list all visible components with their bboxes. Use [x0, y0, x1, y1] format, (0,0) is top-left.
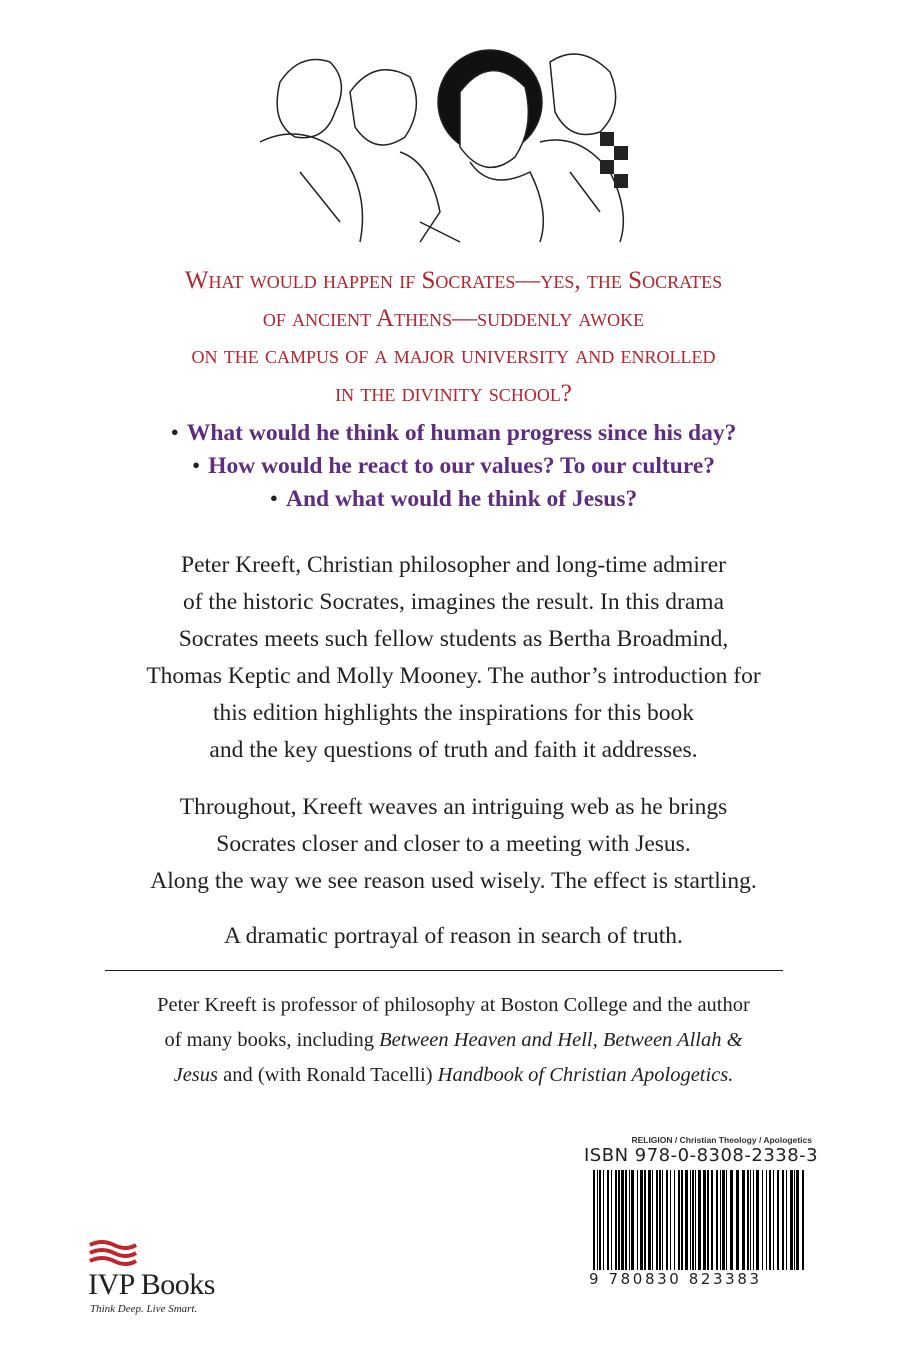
text-line: Along the way we see reason used wisely. The effect is startling.	[150, 868, 757, 894]
question-item	[0, 417, 907, 450]
barcode-bar	[747, 1170, 749, 1270]
text-line: and the key questions of truth and faith it addresses.	[209, 737, 698, 763]
text-line: Socrates meets such fellow students as Bertha Broadmind,	[178, 626, 729, 652]
barcode-bar	[615, 1170, 617, 1270]
barcode-bar	[599, 1170, 601, 1270]
book-title: Jesus	[173, 1064, 218, 1086]
barcode-bar	[716, 1170, 718, 1270]
text-line: of the historic Socrates, imagines the result. In this drama	[182, 589, 725, 615]
bullet: •	[170, 420, 179, 446]
barcode-bar	[597, 1170, 598, 1270]
barcode-bar	[656, 1170, 658, 1270]
question-list	[0, 417, 907, 516]
divider	[105, 970, 783, 971]
barcode-bar	[695, 1170, 696, 1270]
bullet: •	[191, 453, 201, 479]
category-label: RELIGION / Christian Theology / Apologetics	[631, 1135, 812, 1145]
barcode-icon	[585, 1170, 810, 1280]
barcode-bar	[720, 1170, 721, 1270]
teaser-line: What would happen if Socrates—yes, the Socrates	[184, 267, 723, 294]
barcode-bar	[666, 1170, 668, 1270]
text-line: Throughout, Kreeft weaves an intriguing web as he brings	[179, 794, 728, 820]
barcode-bar	[685, 1170, 688, 1270]
barcode-bar	[670, 1170, 671, 1270]
isbn-label: ISBN 978-0-8308-2338-3	[584, 1145, 819, 1166]
barcode-bar	[756, 1170, 759, 1270]
barcode-bar	[674, 1170, 675, 1270]
text: and (with Ronald Tacelli)	[218, 1064, 438, 1086]
barcode-bar	[782, 1170, 784, 1270]
barcode-bar	[593, 1170, 595, 1270]
barcode-bar	[750, 1170, 751, 1270]
barcode-bar	[659, 1170, 661, 1270]
barcode-bar	[707, 1170, 709, 1270]
socrates-sketch-illustration	[240, 22, 660, 250]
barcode-bar	[662, 1170, 663, 1270]
author-bio	[0, 988, 907, 1093]
teaser-line: on the campus of a major university and enrolled	[191, 342, 716, 369]
barcode-bar	[742, 1170, 745, 1270]
description-paragraph-1	[0, 547, 907, 769]
barcode-bar	[736, 1170, 739, 1270]
book-titles: Between Heaven and Hell, Between Allah &	[379, 1029, 743, 1051]
question-text: How would he react to our values? To our culture?	[208, 453, 716, 479]
teaser-text	[0, 262, 907, 412]
barcode-bar	[790, 1170, 793, 1270]
publisher-name: IVP Books	[88, 1268, 215, 1301]
barcode-bar	[786, 1170, 787, 1270]
barcode-bar	[753, 1170, 754, 1270]
barcode-bar	[640, 1170, 643, 1270]
barcode-number: 9 780830 823383	[589, 1270, 814, 1288]
barcode-bar	[703, 1170, 706, 1270]
text-line: Peter Kreeft is professor of philosophy at Boston College and the author	[157, 994, 750, 1016]
barcode-bar	[777, 1170, 779, 1270]
teaser-line: of ancient Athens—suddenly awoke	[262, 304, 645, 332]
barcode-bar	[625, 1170, 627, 1270]
barcode-bar	[678, 1170, 680, 1270]
barcode-bar	[802, 1170, 804, 1270]
barcode-bar	[769, 1170, 771, 1270]
barcode-bar	[603, 1170, 604, 1270]
barcode-bar	[631, 1170, 634, 1270]
text-line: Socrates closer and closer to a meeting with Jesus.	[216, 831, 691, 857]
text-line: this edition highlights the inspirations for this book	[212, 700, 695, 726]
teaser-line: in the divinity school?	[335, 379, 572, 407]
barcode-bar	[611, 1170, 612, 1270]
tagline-paragraph: A dramatic portrayal of reason in search of truth.	[224, 923, 683, 949]
question-item	[0, 450, 907, 483]
barcode-bar	[766, 1170, 767, 1270]
bullet: •	[269, 486, 278, 512]
barcode-bar	[607, 1170, 609, 1270]
description-paragraph-2	[0, 789, 907, 900]
text-line	[0, 1058, 907, 1093]
barcode-bar	[726, 1170, 727, 1270]
barcode-bar	[773, 1170, 774, 1270]
barcode-bar	[698, 1170, 701, 1270]
barcode-bar	[794, 1170, 795, 1270]
barcode-bar	[644, 1170, 646, 1270]
ivp-flag-logo-icon	[88, 1240, 138, 1268]
book-title: Handbook of Christian Apologetics.	[437, 1064, 734, 1086]
publisher-tagline: Think Deep. Live Smart.	[90, 1303, 198, 1315]
barcode-bar	[618, 1170, 620, 1270]
barcode-bar	[652, 1170, 653, 1270]
text: of many books, including	[164, 1029, 380, 1051]
barcode-bar	[722, 1170, 725, 1270]
barcode-bar	[648, 1170, 651, 1270]
barcode-bar	[637, 1170, 638, 1270]
text-line: Peter Kreeft, Christian philosopher and long-time admirer	[181, 552, 726, 578]
barcode-bar	[796, 1170, 799, 1270]
barcode-bar	[681, 1170, 683, 1270]
barcode-bar	[762, 1170, 763, 1270]
text-line: Thomas Keptic and Molly Mooney. The author’s introduction for	[146, 663, 761, 689]
barcode-bar	[629, 1170, 630, 1270]
barcode-bar	[690, 1170, 691, 1270]
text-line	[0, 1023, 907, 1058]
barcode-bar	[621, 1170, 624, 1270]
question-item	[0, 483, 907, 516]
question-text: And what would he think of Jesus?	[285, 486, 638, 512]
barcode-bar	[730, 1170, 733, 1270]
barcode-bar	[692, 1170, 694, 1270]
question-text: What would he think of human progress since his day?	[186, 420, 737, 446]
barcode-bar	[711, 1170, 713, 1270]
